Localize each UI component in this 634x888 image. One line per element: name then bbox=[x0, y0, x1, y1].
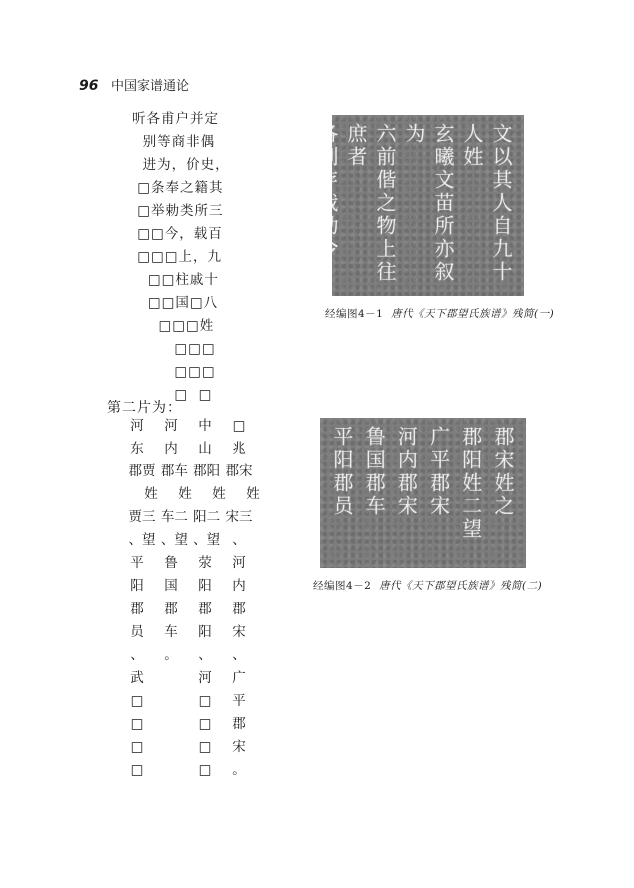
fragment-row bbox=[128, 739, 248, 755]
figure-two-number: 经编图4－2 bbox=[313, 580, 372, 592]
cell: □ bbox=[198, 693, 212, 709]
cell: 郡阳 bbox=[193, 463, 221, 479]
photo-text-column: 六前偕之物上往 bbox=[373, 123, 397, 284]
cell: 鲁 bbox=[164, 555, 178, 571]
cell: 内 bbox=[232, 578, 246, 594]
fragment-row bbox=[128, 647, 248, 663]
cell: 、望 bbox=[160, 532, 188, 548]
cell: 兆 bbox=[232, 441, 246, 457]
cell: 平 bbox=[130, 555, 144, 571]
fragment-row bbox=[128, 762, 248, 778]
photo-text-column: 玄曦文苗所亦叙为 bbox=[402, 123, 455, 284]
fragment-line: 别等商非偶 bbox=[132, 134, 216, 150]
fragment-row bbox=[128, 532, 253, 548]
cell: □ bbox=[198, 716, 212, 732]
cell: 河 bbox=[198, 670, 212, 686]
cell: □ bbox=[198, 739, 212, 755]
book-title: 中国家谱通论 bbox=[110, 79, 189, 94]
cell: 内 bbox=[164, 441, 178, 457]
cell: 阳 bbox=[130, 578, 144, 594]
cell: 荥 bbox=[198, 555, 212, 571]
photo-text-column: 各别存哉勅令 bbox=[315, 123, 339, 261]
cell: 河 bbox=[164, 418, 178, 434]
fragment-line: □□国□八 bbox=[132, 295, 219, 311]
page-number: 96 bbox=[79, 78, 99, 94]
cell: 宋三 bbox=[225, 509, 253, 525]
fragment-line: □□柱戚十 bbox=[132, 272, 219, 288]
figure-one-title: 唐代《天下郡望氏族谱》残简(一) bbox=[391, 308, 555, 320]
cell: 宋 bbox=[232, 624, 246, 640]
fragment-line: □□今，载百 bbox=[132, 226, 223, 242]
cell: 。 bbox=[164, 647, 178, 663]
cell: 、 bbox=[198, 647, 212, 663]
fragment-row bbox=[128, 441, 248, 457]
cell: □ bbox=[198, 762, 212, 778]
fragment-row bbox=[128, 716, 248, 732]
photo-text-column: 广平郡宋 bbox=[426, 426, 451, 518]
fragment-row bbox=[128, 418, 248, 434]
fragment-row bbox=[128, 555, 248, 571]
cell: □ bbox=[130, 762, 144, 778]
fragment-row bbox=[128, 693, 248, 709]
cell: 郡贾 bbox=[128, 463, 156, 479]
cell: 员 bbox=[130, 624, 144, 640]
cell: 郡 bbox=[232, 601, 246, 617]
fragment-line: □举勅类所三 bbox=[132, 203, 224, 219]
page-header bbox=[79, 75, 189, 94]
fragment-row bbox=[128, 670, 248, 686]
cell: 郡宋 bbox=[225, 463, 253, 479]
photo-text-column: 平阳郡员 bbox=[330, 426, 354, 518]
cell: 姓 bbox=[212, 486, 226, 502]
cell: 、 bbox=[232, 647, 246, 663]
cell: 宋 bbox=[232, 739, 246, 755]
fragment-line: □条奉之籍其 bbox=[132, 180, 224, 196]
fragment-line: 进为，价史， bbox=[132, 157, 230, 173]
photo-text-column: 河内郡宋 bbox=[394, 426, 419, 518]
cell: □ bbox=[130, 739, 144, 755]
photo-text-column: 郡阳姓二望 bbox=[458, 426, 483, 541]
cell: 郡车 bbox=[160, 463, 188, 479]
cell bbox=[162, 670, 180, 686]
photo-text-column: 文以其人自九十人姓 bbox=[460, 123, 513, 284]
cell: □ bbox=[130, 693, 144, 709]
cell: □ bbox=[232, 418, 246, 434]
manuscript-photo-one bbox=[286, 115, 524, 296]
cell bbox=[162, 693, 180, 709]
photo-text-column: 庶者 bbox=[344, 123, 368, 169]
cell: 郡 bbox=[164, 601, 178, 617]
cell: 河 bbox=[130, 418, 144, 434]
fragment-row bbox=[128, 624, 248, 640]
cell: 东 bbox=[130, 441, 144, 457]
cell: 山 bbox=[198, 441, 212, 457]
cell: 、望 bbox=[128, 532, 156, 548]
cell: 姓 bbox=[178, 486, 192, 502]
cell: □ bbox=[130, 716, 144, 732]
cell bbox=[162, 739, 180, 755]
cell bbox=[162, 762, 180, 778]
cell: 阳二 bbox=[193, 509, 221, 525]
cell: 广 bbox=[232, 670, 246, 686]
cell: 郡 bbox=[232, 716, 246, 732]
photo-text-column: 郡宋姓之 bbox=[490, 426, 515, 518]
photo-text-column: 康通 bbox=[286, 123, 310, 169]
cell: 姓 bbox=[144, 486, 158, 502]
figure-two-caption bbox=[313, 578, 542, 593]
cell: 车 bbox=[164, 624, 178, 640]
cell: 国 bbox=[164, 578, 178, 594]
fragment-line: □□□姓 bbox=[132, 318, 215, 334]
figure-two-title: 唐代《天下郡望氏族谱》残简(二) bbox=[379, 580, 543, 592]
cell: 中 bbox=[198, 418, 212, 434]
manuscript-photo-two bbox=[320, 418, 526, 568]
fragment-row bbox=[128, 601, 248, 617]
cell: 车二 bbox=[160, 509, 188, 525]
cell: 、望 bbox=[193, 532, 221, 548]
photo-text-column: 鲁国郡车 bbox=[362, 426, 387, 518]
cell: 武 bbox=[130, 670, 144, 686]
fragment-row bbox=[128, 578, 248, 594]
figure-one-caption bbox=[325, 306, 554, 321]
fragment-row bbox=[128, 463, 253, 479]
cell: 贾三 bbox=[128, 509, 156, 525]
fragment-row bbox=[128, 509, 253, 525]
cell: 。 bbox=[232, 762, 246, 778]
cell: 、 bbox=[232, 532, 246, 548]
fragment-line: □□□ bbox=[132, 341, 216, 357]
fragment-line: □□□上，九 bbox=[132, 249, 223, 265]
fragment-row bbox=[142, 486, 262, 502]
cell: 平 bbox=[232, 693, 246, 709]
fragment-line: □□□ bbox=[132, 364, 216, 380]
fragment-line: 听各甫户并定 bbox=[132, 111, 219, 127]
cell bbox=[162, 716, 180, 732]
figure-one-number: 经编图4－1 bbox=[325, 308, 384, 320]
section-two-heading: 第二片为： bbox=[107, 400, 182, 416]
fragment-line: □ □ bbox=[132, 387, 213, 403]
cell: 、 bbox=[130, 647, 144, 663]
cell: 阳 bbox=[198, 624, 212, 640]
cell: 姓 bbox=[246, 486, 260, 502]
cell: 郡 bbox=[198, 601, 212, 617]
cell: 郡 bbox=[130, 601, 144, 617]
cell: 河 bbox=[232, 555, 246, 571]
cell: 阳 bbox=[198, 578, 212, 594]
